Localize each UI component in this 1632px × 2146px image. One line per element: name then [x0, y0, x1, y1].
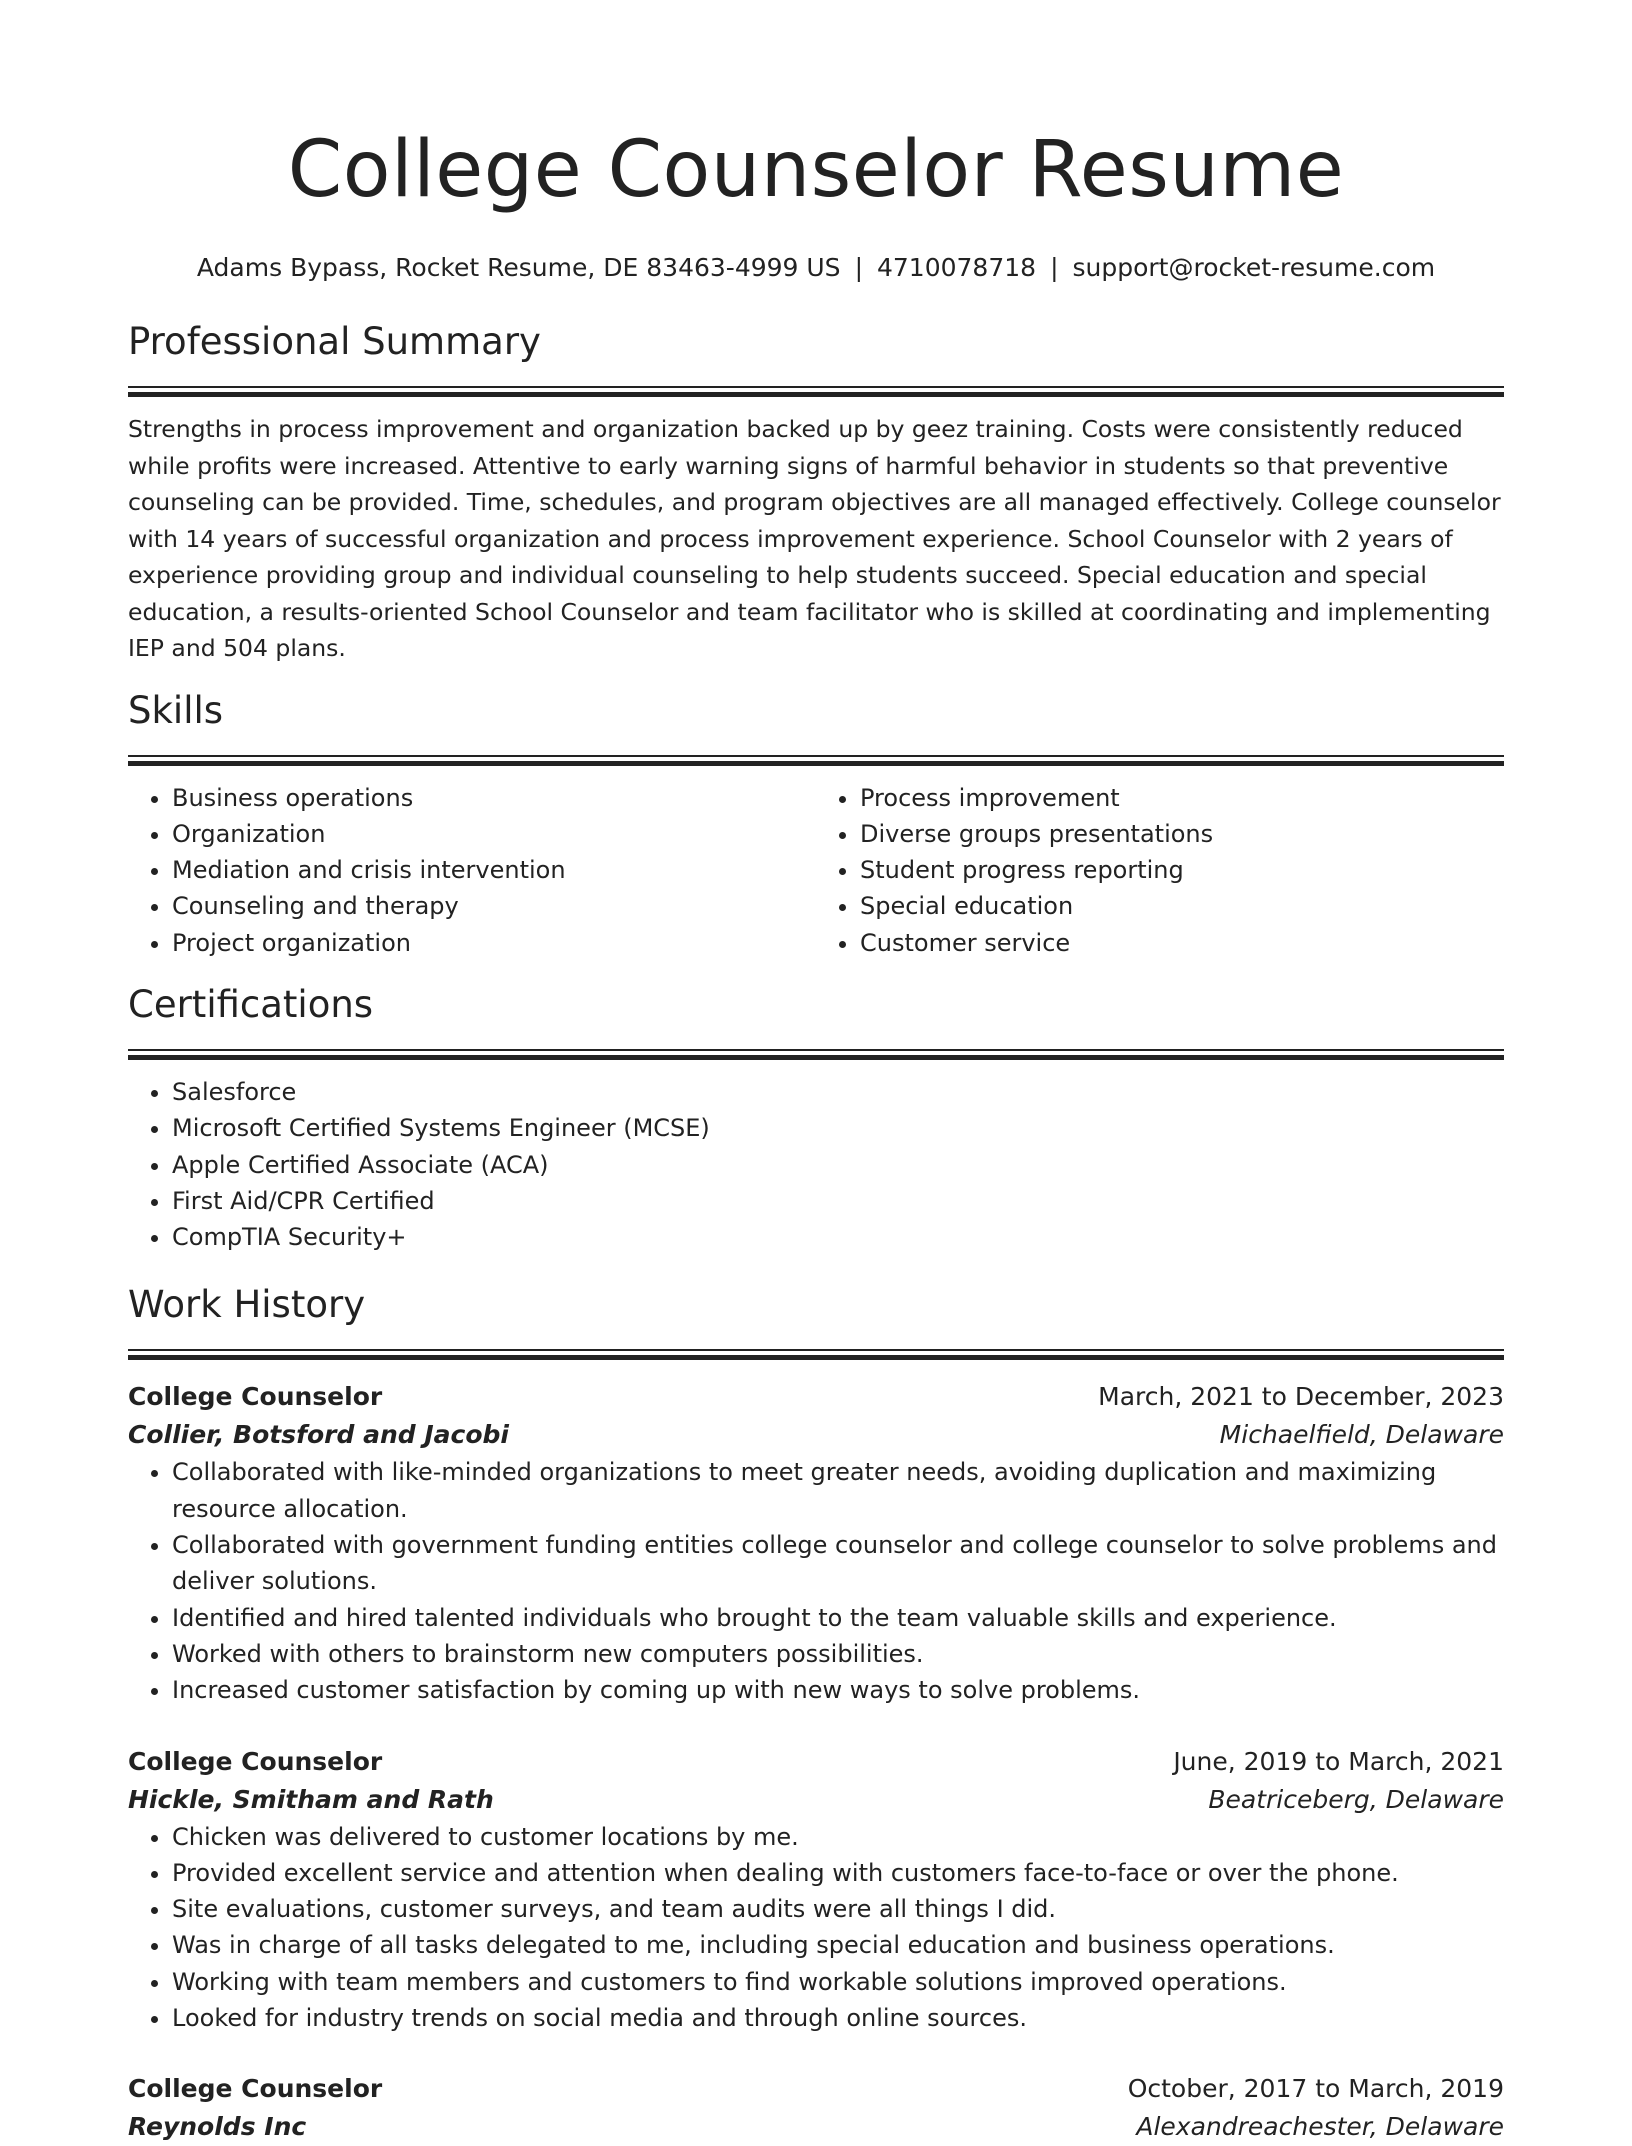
section-divider	[128, 1049, 1504, 1060]
skill-item: • Process improvement	[860, 780, 1504, 816]
contact-separator: |	[1050, 253, 1059, 282]
section-divider	[128, 386, 1504, 397]
certifications-heading: Certifications	[128, 982, 374, 1026]
work-history-heading: Work History	[128, 1283, 366, 1327]
job-duty-item: • Looked for industry trends on social media and through online sources.	[172, 2000, 1504, 2036]
job-subheader	[128, 1416, 1504, 1454]
skills-section	[128, 687, 1504, 961]
contact-email: support@rocket-resume.com	[1072, 253, 1436, 282]
section-divider	[128, 755, 1504, 766]
job-entry	[128, 1378, 1504, 1708]
skills-right-list	[816, 780, 1504, 961]
job-duty-item: • Site evaluations, customer surveys, and team audits were all things I did.	[172, 1891, 1504, 1927]
contact-separator: |	[854, 253, 863, 282]
job-duties-list	[128, 1454, 1504, 1708]
job-duty-item: • Collaborated with like-minded organizations to meet greater needs, avoiding duplication and maximizing resource allocation.	[172, 1454, 1504, 1527]
contact-phone: 4710078718	[877, 253, 1037, 282]
certification-item: • First Aid/CPR Certified	[172, 1183, 1504, 1219]
job-dates: March, 2021 to December, 2023	[1098, 1382, 1504, 1412]
skill-item: • Student progress reporting	[860, 852, 1504, 888]
job-title: College Counselor	[128, 1746, 383, 1776]
job-header	[128, 1378, 1504, 1416]
job-header	[128, 2070, 1504, 2108]
certification-item: • Salesforce	[172, 1074, 1504, 1110]
job-company: Collier, Botsford and Jacobi	[128, 1420, 509, 1450]
certifications-list	[128, 1074, 1504, 1255]
contact-line	[128, 252, 1504, 284]
summary-text: Strengths in process improvement and organization backed up by geez training. Costs were consistently reduced while profits were increased. Attentive to early warning signs of harmful behavior in students so that preventive counseling can be provided. Time, schedules, and program objectives are all managed effectively. College counselor with 14 years of successful organization and process improvement experience. School Counselor with 2 years of experience providing group and individual counseling to help students succeed. Special education and special education, a results-oriented School Counselor and team facilitator who is skilled at coordinating and implementing IEP and 504 plans.	[128, 415, 1501, 662]
skill-item: • Counseling and therapy	[172, 888, 816, 924]
job-entry	[128, 1743, 1504, 2037]
job-title: College Counselor	[128, 2074, 383, 2104]
skill-item: • Customer service	[860, 925, 1504, 961]
skill-item: • Diverse groups presentations	[860, 816, 1504, 852]
job-duty-item: • Working with team members and customers to find workable solutions improved operations.	[172, 1964, 1504, 2000]
job-company: Hickle, Smitham and Rath	[128, 1784, 494, 1814]
summary-section	[128, 318, 1504, 667]
job-duties-list	[128, 1819, 1504, 2037]
job-header	[128, 1743, 1504, 1781]
job-company: Reynolds Inc	[128, 2112, 307, 2142]
job-location: Beatriceberg, Delaware	[1208, 1784, 1504, 1814]
job-entry	[128, 2070, 1504, 2146]
page-title: College Counselor Resume	[287, 125, 1345, 215]
skill-item: • Business operations	[172, 780, 816, 816]
contact-address: Adams Bypass, Rocket Resume, DE 83463-4999 US	[196, 253, 841, 282]
job-duty-item: • Provided excellent service and attention when dealing with customers face-to-face or over the phone.	[172, 1855, 1504, 1891]
job-duty-item: • Increased customer satisfaction by coming up with new ways to solve problems.	[172, 1672, 1504, 1708]
skill-item: • Special education	[860, 888, 1504, 924]
skill-item: • Mediation and crisis intervention	[172, 852, 816, 888]
job-dates: October, 2017 to March, 2019	[1127, 2074, 1504, 2104]
job-duty-item: • Was in charge of all tasks delegated to me, including special education and business operations.	[172, 1927, 1504, 1963]
job-subheader	[128, 1781, 1504, 1819]
work-history-section	[128, 1281, 1504, 2146]
summary-heading: Professional Summary	[128, 320, 541, 363]
job-location: Michaelfield, Delaware	[1219, 1420, 1504, 1450]
job-dates: June, 2019 to March, 2021	[1173, 1746, 1504, 1776]
job-title: College Counselor	[128, 1382, 383, 1412]
skill-item: • Organization	[172, 816, 816, 852]
resume-page	[128, 0, 1504, 2146]
job-duty-item: • Chicken was delivered to customer locations by me.	[172, 1819, 1504, 1855]
skills-left-list	[128, 780, 816, 961]
job-duty-item: • Collaborated with government funding entities college counselor and college counselor to solve problems and deliver solutions.	[172, 1527, 1504, 1600]
section-divider	[128, 1349, 1504, 1360]
skills-grid	[128, 780, 1504, 961]
job-duty-item: • Identified and hired talented individuals who brought to the team valuable skills and experience.	[172, 1600, 1504, 1636]
job-subheader	[128, 2108, 1504, 2146]
skill-item: • Project organization	[172, 925, 816, 961]
certification-item: • Microsoft Certified Systems Engineer (MCSE)	[172, 1110, 1504, 1146]
certification-item: • Apple Certified Associate (ACA)	[172, 1147, 1504, 1183]
certifications-section	[128, 981, 1504, 1255]
certification-item: • CompTIA Security+	[172, 1219, 1504, 1255]
skills-heading: Skills	[128, 688, 224, 732]
job-duty-item: • Worked with others to brainstorm new computers possibilities.	[172, 1636, 1504, 1672]
job-location: Alexandreachester, Delaware	[1136, 2112, 1504, 2142]
